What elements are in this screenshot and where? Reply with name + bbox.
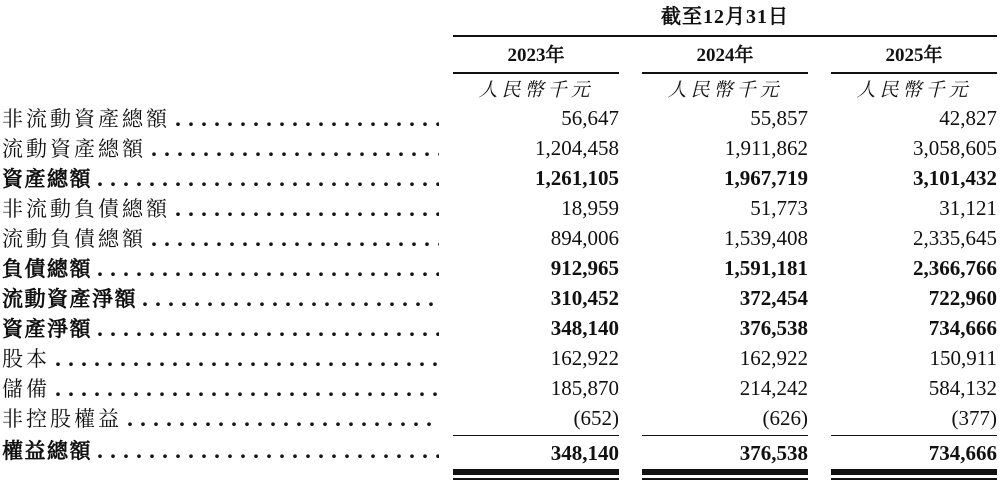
row-label: 非控股權益 — [2, 407, 122, 431]
value-2023: 1,204,458 — [535, 135, 619, 160]
dot-leader — [152, 152, 439, 157]
value-2025: 3,101,432 — [913, 165, 997, 190]
total-double-rule-row — [2, 469, 997, 480]
row-label: 負債總額 — [2, 257, 92, 281]
column-header-2024: 2024年 — [642, 37, 808, 74]
value-2023: 348,140 — [453, 435, 619, 466]
value-2023: 348,140 — [550, 315, 619, 340]
row-label: 權益總額 — [2, 439, 92, 463]
row-label: 非流動資產總額 — [2, 107, 170, 131]
table-row — [2, 313, 997, 343]
table-row — [2, 433, 997, 467]
row-label-cell — [2, 283, 453, 313]
value-2024: 372,454 — [739, 285, 808, 310]
row-label-cell — [2, 223, 453, 253]
value-2023: 310,452 — [550, 285, 619, 310]
row-label-cell — [2, 193, 453, 223]
row-label-cell — [2, 313, 453, 343]
value-2023: 56,647 — [561, 105, 619, 130]
value-2024: 214,242 — [739, 375, 808, 400]
value-2023: 894,006 — [550, 225, 619, 250]
dot-leader — [98, 182, 439, 187]
row-label-cell — [2, 133, 453, 163]
unit-label-2023: 人民幣千元 — [478, 80, 594, 101]
value-2023: 185,870 — [550, 375, 619, 400]
value-2024: 1,539,408 — [724, 225, 808, 250]
value-2025: 2,335,645 — [913, 225, 997, 250]
value-2024: 1,967,719 — [724, 165, 808, 190]
value-2023: (652) — [573, 405, 619, 430]
unit-label-2025: 人民幣千元 — [856, 80, 972, 101]
table-body — [2, 103, 997, 467]
dot-leader — [176, 122, 439, 127]
dot-leader — [128, 422, 439, 427]
dot-leader — [143, 302, 439, 307]
period-header: 截至12月31日 — [453, 2, 997, 37]
row-label-cell — [2, 373, 453, 403]
value-2023: 162,922 — [550, 345, 619, 370]
value-2023: 1,261,105 — [535, 165, 619, 190]
value-2025: 584,132 — [928, 375, 997, 400]
dot-leader — [98, 332, 439, 337]
value-2024: 162,922 — [739, 345, 808, 370]
row-label: 資產淨額 — [2, 317, 92, 341]
value-2025: 31,121 — [939, 195, 997, 220]
dot-leader — [176, 212, 439, 217]
value-2025: 734,666 — [831, 435, 997, 466]
table-header — [2, 2, 997, 103]
dot-leader — [152, 242, 439, 247]
value-2025: (377) — [951, 405, 997, 430]
row-label: 股本 — [2, 347, 50, 371]
rule-cells — [453, 469, 997, 480]
table-row — [2, 403, 997, 433]
double-rule-2024 — [642, 469, 808, 480]
value-2024: 55,857 — [750, 105, 808, 130]
value-2023: 18,959 — [561, 195, 619, 220]
row-label: 資產總額 — [2, 167, 92, 191]
table-row — [2, 373, 997, 403]
table-row — [2, 343, 997, 373]
value-2025: 734,666 — [928, 315, 997, 340]
header-columns-region — [453, 2, 997, 103]
row-label-cell — [2, 253, 453, 283]
unit-row — [453, 74, 997, 103]
value-2024: (626) — [762, 405, 808, 430]
value-2024: 51,773 — [750, 195, 808, 220]
table-row — [2, 133, 997, 163]
value-2025: 42,827 — [939, 105, 997, 130]
dot-leader — [98, 454, 439, 459]
row-label-cell — [2, 103, 453, 133]
value-2025: 150,911 — [929, 345, 997, 370]
row-label: 非流動負債總額 — [2, 197, 170, 221]
row-label: 流動負債總額 — [2, 227, 146, 251]
row-label-cell — [2, 435, 453, 465]
row-label-cell — [2, 403, 453, 433]
double-rule-2023 — [453, 469, 619, 480]
table-row — [2, 163, 997, 193]
value-2024: 376,538 — [739, 315, 808, 340]
row-label: 流動資產淨額 — [2, 287, 137, 311]
value-2025: 3,058,605 — [913, 135, 997, 160]
value-2024: 1,591,181 — [724, 255, 808, 280]
unit-label-2024: 人民幣千元 — [667, 80, 783, 101]
row-label-cell — [2, 163, 453, 193]
value-2024: 376,538 — [642, 435, 808, 466]
value-2025: 2,366,766 — [913, 255, 997, 280]
value-2023: 912,965 — [550, 255, 619, 280]
column-header-2023: 2023年 — [453, 37, 619, 74]
row-label-cell — [2, 343, 453, 373]
dot-leader — [56, 392, 439, 397]
value-2025: 722,960 — [928, 285, 997, 310]
rule-label-spacer — [2, 469, 453, 480]
row-label: 流動資產總額 — [2, 137, 146, 161]
dot-leader — [98, 272, 439, 277]
year-header-row — [453, 37, 997, 74]
value-2024: 1,911,862 — [724, 135, 808, 160]
table-row — [2, 223, 997, 253]
dot-leader — [56, 362, 439, 367]
table-row — [2, 253, 997, 283]
table-row — [2, 193, 997, 223]
table-row — [2, 283, 997, 313]
table-row — [2, 103, 997, 133]
double-rule-2025 — [831, 469, 997, 480]
row-label: 儲備 — [2, 377, 50, 401]
header-label-spacer — [2, 2, 453, 103]
column-header-2025: 2025年 — [831, 37, 997, 74]
